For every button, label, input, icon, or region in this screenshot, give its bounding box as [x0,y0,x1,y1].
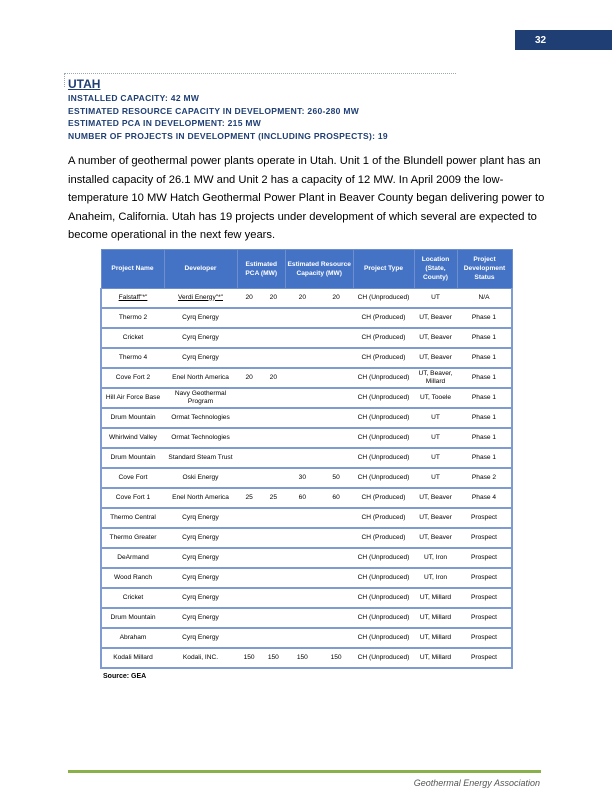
table-cell [261,428,285,448]
table-cell [319,408,353,428]
table-cell [261,548,285,568]
source-note: Source: GEA [103,672,147,680]
table-cell: UT, Beaver [414,508,457,528]
table-cell: CH (Produced) [353,348,414,368]
table-cell: UT [414,428,457,448]
table-cell: Phase 1 [457,348,512,368]
table-cell [319,548,353,568]
table-cell [285,348,319,368]
table-cell [261,348,285,368]
table-cell: CH (Unproduced) [353,388,414,408]
table-cell: 20 [319,288,353,308]
table-cell: CH (Unproduced) [353,648,414,668]
table-cell: 25 [261,488,285,508]
table-cell [261,568,285,588]
table-cell: Prospect [457,508,512,528]
table-cell: UT [414,468,457,488]
table-cell: Abraham [101,628,164,648]
table-cell: CH (Unproduced) [353,568,414,588]
table-cell: Cyrq Energy [164,348,237,368]
table-cell: UT, Beaver [414,348,457,368]
table-cell: 20 [237,288,261,308]
table-cell [319,328,353,348]
table-cell [319,588,353,608]
capacity-stats [68,92,548,142]
table-cell: Prospect [457,628,512,648]
table-cell: 150 [319,648,353,668]
table-cell: CH (Unproduced) [353,468,414,488]
page-number: 32 [515,30,612,50]
table-cell: Wood Ranch [101,568,164,588]
table-row [101,488,512,508]
divider [64,73,456,74]
table-cell: Prospect [457,528,512,548]
table-cell [285,528,319,548]
table-cell [237,628,261,648]
table-cell [237,428,261,448]
table-cell: Cricket [101,588,164,608]
col-header: Developer [164,249,237,288]
table-cell [261,628,285,648]
table-cell [237,388,261,408]
stat-line: NUMBER OF PROJECTS IN DEVELOPMENT (INCLUDING PROSPECTS): 19 [68,130,388,141]
table-cell [237,408,261,428]
col-header: Location (State, County) [414,249,457,288]
table-cell: Thermo Greater [101,528,164,548]
table-cell [285,588,319,608]
table-cell: 20 [261,368,285,388]
table-cell [319,388,353,408]
table-cell [319,448,353,468]
table-row [101,348,512,368]
table-cell: 20 [237,368,261,388]
table-cell [261,388,285,408]
table-cell: CH (Unproduced) [353,428,414,448]
footer-rule [68,770,541,773]
table-cell: CH (Produced) [353,308,414,328]
table-cell: 30 [285,468,319,488]
table-cell: UT [414,288,457,308]
table-row [101,388,512,408]
table-cell: CH (Unproduced) [353,608,414,628]
table-cell [261,328,285,348]
table-cell: Thermo Central [101,508,164,528]
table-cell: Cyrq Energy [164,548,237,568]
table-cell [237,308,261,328]
table-cell: Drum Mountain [101,408,164,428]
table-cell: Enel North America [164,488,237,508]
table-cell [261,508,285,528]
table-cell: CH (Produced) [353,528,414,548]
table-cell [285,428,319,448]
table-cell: Phase 1 [457,328,512,348]
table-cell: CH (Unproduced) [353,368,414,388]
col-header: Project Type [353,249,414,288]
table-cell [237,468,261,488]
table-cell [237,328,261,348]
table-row [101,588,512,608]
table-cell: Whirlwind Valley [101,428,164,448]
table-row [101,568,512,588]
table-cell: Phase 1 [457,428,512,448]
table-row [101,468,512,488]
table-cell [285,508,319,528]
col-header: Estimated PCA (MW) [237,249,285,288]
table-cell: DeArmand [101,548,164,568]
table-cell: Prospect [457,548,512,568]
table-cell: UT, Millard [414,608,457,628]
table-cell: Ormat Technologies [164,408,237,428]
table-cell: Ormat Technologies [164,428,237,448]
table-cell [237,448,261,468]
col-header: Estimated Resource Capacity (MW) [285,249,353,288]
col-header: Project Development Status [457,249,512,288]
footer-text: Geothermal Energy Association [413,778,540,788]
table-cell: Hill Air Force Base [101,388,164,408]
table-cell [237,528,261,548]
table-cell: UT, Millard [414,588,457,608]
table-cell: Cricket [101,328,164,348]
table-cell: Phase 2 [457,468,512,488]
table-row [101,628,512,648]
table-cell: UT, Millard [414,648,457,668]
table-cell [237,608,261,628]
table-cell: Prospect [457,588,512,608]
table-row [101,408,512,428]
table-row [101,448,512,468]
table-cell: CH (Unproduced) [353,588,414,608]
table-cell: 20 [285,288,319,308]
stat-line: ESTIMATED RESOURCE CAPACITY IN DEVELOPMENT: 260-280 MW [68,105,360,116]
table-cell: Cove Fort [101,468,164,488]
table-cell: 150 [285,648,319,668]
table-cell: N/A [457,288,512,308]
table-cell [261,408,285,428]
table-cell: Phase 4 [457,488,512,508]
table-cell [237,548,261,568]
table-cell: 60 [319,488,353,508]
table-cell [237,348,261,368]
table-row [101,608,512,628]
table-cell: Standard Steam Trust [164,448,237,468]
table-cell [285,368,319,388]
table-cell: UT, Beaver [414,528,457,548]
table-cell [237,588,261,608]
table-cell [261,608,285,628]
table-cell [261,308,285,328]
table-cell: UT, Beaver [414,488,457,508]
table-cell: Phase 1 [457,408,512,428]
table-cell: Kodali Millard [101,648,164,668]
table-cell: Cyrq Energy [164,608,237,628]
table-cell [285,548,319,568]
table-cell [319,368,353,388]
table-row [101,328,512,348]
table-cell: Phase 1 [457,448,512,468]
table-cell [237,568,261,588]
table-cell [319,428,353,448]
table-cell [319,508,353,528]
table-cell: Cyrq Energy [164,328,237,348]
content-column [68,76,548,681]
table-cell: UT, Beaver [414,308,457,328]
table-cell: Thermo 2 [101,308,164,328]
table-cell: Prospect [457,608,512,628]
table-cell: CH (Produced) [353,328,414,348]
table-cell: Kodali, INC. [164,648,237,668]
table-cell: UT [414,448,457,468]
table-cell [285,408,319,428]
table-cell [285,568,319,588]
table-cell: Drum Mountain [101,448,164,468]
table-cell: 20 [261,288,285,308]
table-cell [285,628,319,648]
stat-line: ESTIMATED PCA IN DEVELOPMENT: 215 MW [68,118,262,128]
table-cell: CH (Produced) [353,488,414,508]
table-cell [285,388,319,408]
table-cell: Drum Mountain [101,608,164,628]
table-cell: Cyrq Energy [164,508,237,528]
table-cell [319,608,353,628]
table-cell: 150 [261,648,285,668]
table-cell: Cyrq Energy [164,528,237,548]
col-header: Project Name [101,249,164,288]
table-cell [319,308,353,328]
table-cell: CH (Unproduced) [353,628,414,648]
table-cell: Cove Fort 2 [101,368,164,388]
table-cell: Cove Fort 1 [101,488,164,508]
table-cell: CH (Produced) [353,508,414,528]
table-cell: Cyrq Energy [164,568,237,588]
table-cell: Phase 1 [457,388,512,408]
table-cell: Cyrq Energy [164,628,237,648]
table-cell: 60 [285,488,319,508]
table-cell: Prospect [457,568,512,588]
table-cell: Cyrq Energy [164,308,237,328]
table-cell [237,508,261,528]
body-paragraph: A number of geothermal power plants operate in Utah. Unit 1 of the Blundell power plant has an installed capacity of 26.1 MW and Unit 2 has a capacity of 12 MW. In April 2009 the low-temperature 10 MW Hatch Geothermal Power Plant in Beaver County began delivering power to Anaheim, California. Utah has 19 projects under development of which several are expected to become operational in the next few years. [68,155,545,241]
table-cell: UT, Iron [414,548,457,568]
table-cell [319,528,353,548]
table-cell: CH (Unproduced) [353,448,414,468]
table-cell [261,588,285,608]
table-cell: Oski Energy [164,468,237,488]
table-cell [285,328,319,348]
table-row [101,528,512,548]
table-row [101,648,512,668]
table-cell: CH (Unproduced) [353,288,414,308]
table-cell: Verdi Energy"*" [164,288,237,308]
divider [64,73,65,87]
table-row [101,368,512,388]
table-cell [261,448,285,468]
table-cell: Enel North America [164,368,237,388]
table-row [101,548,512,568]
table-cell [319,568,353,588]
table-row [101,308,512,328]
table-cell: CH (Unproduced) [353,408,414,428]
table-cell: UT, Tooele [414,388,457,408]
table-cell [261,528,285,548]
table-cell: Falstaff"*" [101,288,164,308]
table-row [101,428,512,448]
table-row [101,508,512,528]
table-cell: CH (Unproduced) [353,548,414,568]
table-cell: UT, Millard [414,628,457,648]
table-cell: 150 [237,648,261,668]
table-cell: UT, Beaver [414,328,457,348]
table-cell [285,448,319,468]
table-cell: Navy Geothermal Program [164,388,237,408]
table-cell: 50 [319,468,353,488]
table-cell [285,308,319,328]
table-cell: Phase 1 [457,308,512,328]
table-cell: Thermo 4 [101,348,164,368]
section-title: UTAH [68,77,101,91]
table-cell: UT, Beaver, Millard [414,368,457,388]
table-cell [261,468,285,488]
table-cell: UT, Iron [414,568,457,588]
table-cell [285,608,319,628]
table-cell: UT [414,408,457,428]
stat-line: INSTALLED CAPACITY: 42 MW [68,93,200,103]
table-cell [319,628,353,648]
projects-table [100,249,513,669]
table-cell: 25 [237,488,261,508]
table-row [101,288,512,308]
table-cell [319,348,353,368]
table-cell: Prospect [457,648,512,668]
table-cell: Cyrq Energy [164,588,237,608]
table-cell: Phase 1 [457,368,512,388]
